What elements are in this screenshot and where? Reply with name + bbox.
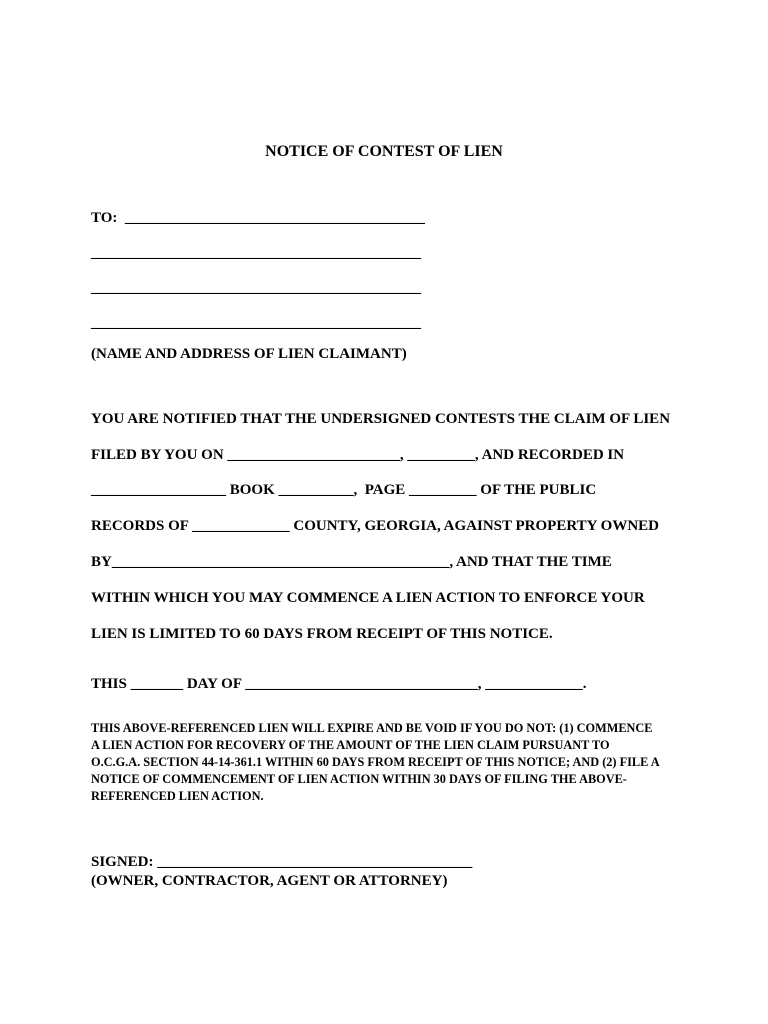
- address-line: ____________________________________________: [91, 280, 421, 296]
- body-line: __________________ BOOK __________, PAGE _________ OF THE PUBLIC: [91, 482, 597, 498]
- warning-line: NOTICE OF COMMENCEMENT OF LIEN ACTION WITHIN 30 DAYS OF FILING THE ABOVE-: [91, 772, 627, 786]
- body-line: YOU ARE NOTIFIED THAT THE UNDERSIGNED CONTESTS THE CLAIM OF LIEN: [91, 411, 671, 427]
- signed-line: SIGNED: __________________________________________: [91, 854, 473, 870]
- address-line: ____________________________________________: [91, 245, 421, 261]
- address-caption: (NAME AND ADDRESS OF LIEN CLAIMANT): [91, 346, 407, 362]
- body-line: FILED BY YOU ON _______________________, _________, AND RECORDED IN: [91, 447, 625, 463]
- to-line: TO: ________________________________________: [91, 210, 425, 226]
- warning-line: O.C.G.A. SECTION 44-14-361.1 WITHIN 60 DAYS FROM RECEIPT OF THIS NOTICE; AND (2) FILE A: [91, 755, 660, 769]
- warning-line: REFERENCED LIEN ACTION.: [91, 789, 264, 803]
- warning-line: A LIEN ACTION FOR RECOVERY OF THE AMOUNT OF THE LIEN CLAIM PURSUANT TO: [91, 738, 610, 752]
- signed-caption: (OWNER, CONTRACTOR, AGENT OR ATTORNEY): [91, 873, 448, 889]
- date-line: THIS _______ DAY OF _______________________________, _____________.: [91, 676, 587, 692]
- body-line: WITHIN WHICH YOU MAY COMMENCE A LIEN ACTION TO ENFORCE YOUR: [91, 590, 645, 606]
- document-title: NOTICE OF CONTEST OF LIEN: [265, 143, 503, 160]
- warning-line: THIS ABOVE-REFERENCED LIEN WILL EXPIRE AND BE VOID IF YOU DO NOT: (1) COMMENCE: [91, 721, 653, 735]
- address-line: ____________________________________________: [91, 315, 421, 331]
- body-line: LIEN IS LIMITED TO 60 DAYS FROM RECEIPT OF THIS NOTICE.: [91, 626, 553, 642]
- body-line: BY_____________________________________________, AND THAT THE TIME: [91, 554, 612, 570]
- body-line: RECORDS OF _____________ COUNTY, GEORGIA, AGAINST PROPERTY OWNED: [91, 518, 660, 534]
